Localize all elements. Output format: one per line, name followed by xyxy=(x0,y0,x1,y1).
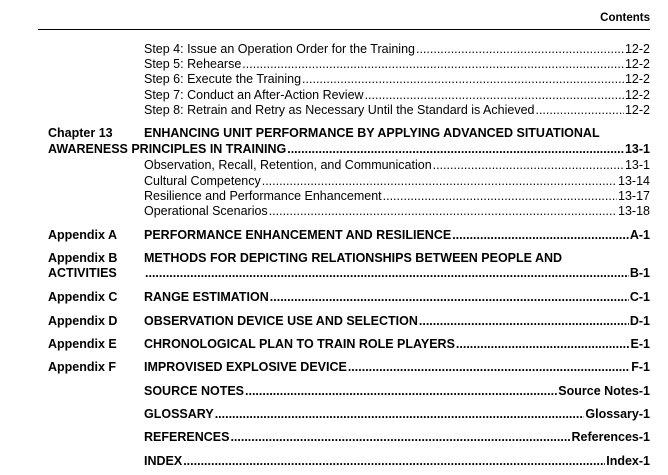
leader-dots xyxy=(245,385,557,398)
toc-entry-step-4[interactable] xyxy=(144,42,650,56)
toc-entry-step-8[interactable] xyxy=(144,103,650,117)
toc-entry-page: 13-18 xyxy=(618,204,650,218)
toc-entry-section[interactable] xyxy=(144,204,650,218)
chapter-label: Chapter 13 xyxy=(48,126,113,140)
toc-entry-page: 12-2 xyxy=(624,42,650,56)
toc-entry-appendix-c[interactable] xyxy=(144,290,650,304)
toc-entry-section[interactable] xyxy=(144,189,650,203)
toc-entry-step-7[interactable] xyxy=(144,88,650,102)
toc-entry-title: AWARENESS PRINCIPLES IN TRAINING xyxy=(48,142,287,156)
toc-entry-page: 12-2 xyxy=(624,103,650,117)
leader-dots xyxy=(145,267,629,280)
chapter-title-line-1[interactable]: ENHANCING UNIT PERFORMANCE BY APPLYING ADVANCED SITUATIONAL xyxy=(144,126,600,140)
toc-entry-title: Step 4: Issue an Operation Order for the Training xyxy=(144,42,415,56)
leader-dots xyxy=(416,43,624,56)
leader-dots xyxy=(215,408,585,421)
toc-entry-appendix-d[interactable] xyxy=(144,314,650,328)
leader-dots xyxy=(302,73,624,86)
toc-entry-source-notes[interactable] xyxy=(144,384,650,398)
toc-entry-page: 12-2 xyxy=(624,57,650,71)
toc-entry-title: Step 6: Execute the Training xyxy=(144,72,302,86)
leader-dots xyxy=(270,291,629,304)
leader-dots xyxy=(535,104,623,117)
toc-entry-title: Resilience and Performance Enhancement xyxy=(144,189,382,203)
toc-entry-index[interactable] xyxy=(144,454,650,468)
toc-entry-page: 12-2 xyxy=(624,72,650,86)
toc-entry-page: D-1 xyxy=(629,314,650,328)
toc-entry-page: F-1 xyxy=(631,360,650,374)
toc-entry-step-5[interactable] xyxy=(144,57,650,71)
toc-entry-page: 12-2 xyxy=(624,88,650,102)
leader-dots xyxy=(456,338,630,351)
leader-dots xyxy=(242,58,624,71)
toc-entry-page: C-1 xyxy=(629,290,650,304)
toc-entry-title: RANGE ESTIMATION xyxy=(144,290,269,304)
toc-entry-title: Step 8: Retrain and Retry as Necessary Until the Standard is Achieved xyxy=(144,103,535,117)
toc-entry-page: B-1 xyxy=(629,266,650,280)
toc-entry-title: REFERENCES xyxy=(144,430,230,444)
leader-dots xyxy=(452,229,629,242)
appendix-label: Appendix C xyxy=(48,290,118,304)
toc-entry-references[interactable] xyxy=(144,430,650,444)
toc-entry-title: PERFORMANCE ENHANCEMENT AND RESILIENCE xyxy=(144,228,452,242)
toc-entry-title: SOURCE NOTES xyxy=(144,384,245,398)
chapter-title-line-2[interactable] xyxy=(48,142,650,156)
toc-entry-title: Step 5: Rehearse xyxy=(144,57,242,71)
toc-entry-appendix-b-title[interactable]: METHODS FOR DEPICTING RELATIONSHIPS BETWEEN PEOPLE AND xyxy=(144,251,563,265)
appendix-label: Appendix A xyxy=(48,228,117,242)
toc-entry-page: Glossary-1 xyxy=(585,407,650,421)
leader-dots xyxy=(230,431,570,444)
appendix-label: Appendix E xyxy=(48,337,117,351)
leader-dots xyxy=(269,205,617,218)
toc-entry-title: OBSERVATION DEVICE USE AND SELECTION xyxy=(144,314,418,328)
running-header: Contents xyxy=(600,12,650,24)
leader-dots xyxy=(348,361,630,374)
toc-entry-title: Observation, Recall, Retention, and Communication xyxy=(144,158,432,172)
toc-entry-title: Cultural Competency xyxy=(144,174,261,188)
toc-entry-appendix-e[interactable] xyxy=(144,337,650,351)
leader-dots xyxy=(262,175,617,188)
appendix-label: Appendix D xyxy=(48,314,118,328)
header-rule xyxy=(38,29,650,30)
toc-entry-page: A-1 xyxy=(629,228,650,242)
toc-entry-page: 13-14 xyxy=(618,174,650,188)
toc-entry-title: Step 7: Conduct an After-Action Review xyxy=(144,88,364,102)
leader-dots xyxy=(183,455,605,468)
toc-entry-title: GLOSSARY xyxy=(144,407,214,421)
toc-entry-page: References-1 xyxy=(571,430,650,444)
leader-dots xyxy=(433,159,624,172)
appendix-label-continuation: ACTIVITIES xyxy=(48,266,117,280)
toc-entry-page: 13-1 xyxy=(624,142,650,156)
toc-entry-title: Operational Scenarios xyxy=(144,204,268,218)
toc-entry-appendix-f[interactable] xyxy=(144,360,650,374)
toc-entry-appendix-b[interactable] xyxy=(144,266,650,280)
appendix-label: Appendix B xyxy=(48,251,118,265)
toc-entry-glossary[interactable] xyxy=(144,407,650,421)
leader-dots xyxy=(365,89,624,102)
appendix-label: Appendix F xyxy=(48,360,117,374)
toc-entry-title: INDEX xyxy=(144,454,183,468)
toc-entry-title: IMPROVISED EXPLOSIVE DEVICE xyxy=(144,360,347,374)
leader-dots xyxy=(383,190,617,203)
toc-entry-section[interactable] xyxy=(144,158,650,172)
toc-entry-page: 13-1 xyxy=(624,158,650,172)
toc-entry-title: CHRONOLOGICAL PLAN TO TRAIN ROLE PLAYERS xyxy=(144,337,455,351)
toc-entry-page: Source Notes-1 xyxy=(558,384,650,398)
toc-entry-page: Index-1 xyxy=(606,454,650,468)
toc-entry-page: E-1 xyxy=(630,337,650,351)
leader-dots xyxy=(287,143,624,156)
toc-entry-page: 13-17 xyxy=(618,189,650,203)
toc-entry-step-6[interactable] xyxy=(144,72,650,86)
toc-entry-section[interactable] xyxy=(144,174,650,188)
toc-entry-appendix-a[interactable] xyxy=(144,228,650,242)
leader-dots xyxy=(419,315,629,328)
